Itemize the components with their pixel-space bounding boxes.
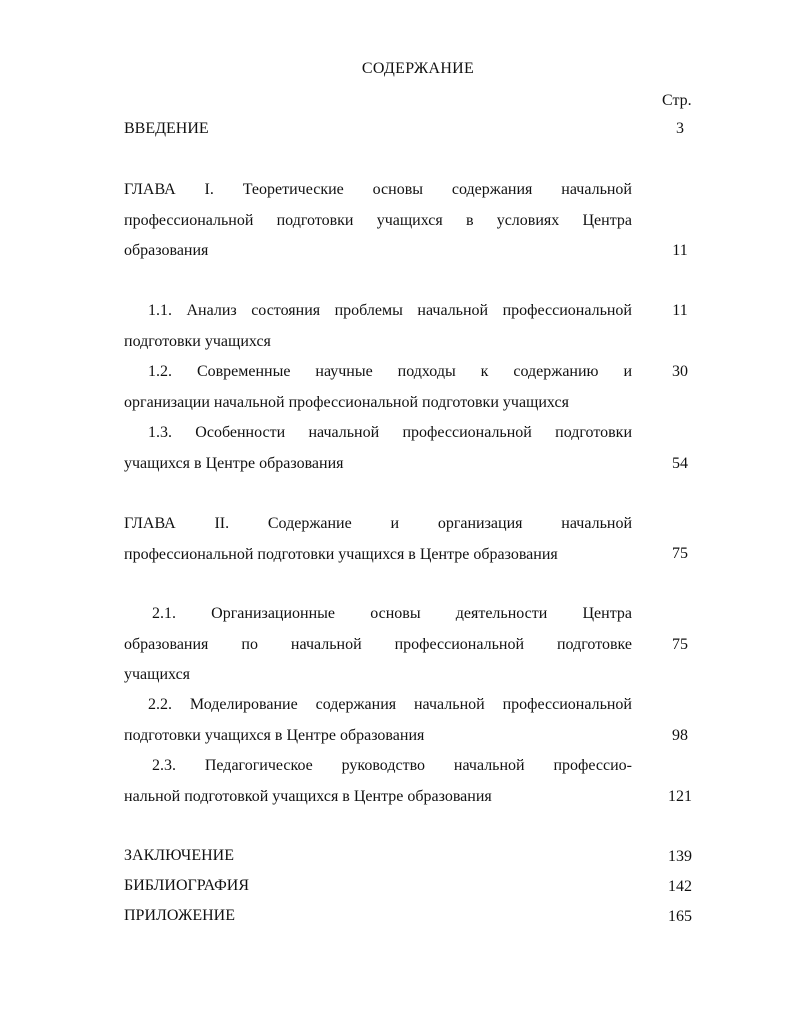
toc-entry-line: БИБЛИОГРАФИЯ — [124, 877, 250, 894]
toc-entry-line: образования по начальной профессиональной подготовке — [124, 635, 632, 653]
toc-entry-line: профессиональной подготовки учащихся в Центре образования — [124, 545, 558, 563]
toc-entry-line: нальной подготовкой учащихся в Центре образования — [124, 787, 492, 805]
toc-page-number: 98 — [672, 727, 688, 744]
toc-entry-line: подготовки учащихся — [124, 332, 271, 350]
toc-entry-line: ГЛАВА I. Теоретические основы содержания начальной — [124, 181, 632, 198]
toc-entry-line: организации начальной профессиональной подготовки учащихся — [124, 393, 569, 411]
toc-entry-line: образования — [124, 242, 209, 259]
toc-entry-introduction — [124, 114, 632, 145]
toc-page-number: 165 — [668, 908, 692, 925]
toc-entry-bibliography — [124, 871, 632, 902]
toc-page-number: 11 — [672, 302, 688, 319]
toc-entry-line: подготовки учащихся в Центре образования — [124, 726, 425, 744]
toc-entry-line: учащихся — [124, 666, 191, 683]
toc-page-number: 30 — [672, 363, 688, 380]
toc-entry-line: 2.1. Организационные основы деятельности Центра — [152, 605, 632, 622]
toc-entry-section-1-2 — [124, 357, 632, 418]
toc-page-number: 54 — [672, 455, 688, 472]
pages-column-header: Стр. — [662, 92, 692, 109]
toc-page-number: 3 — [676, 120, 684, 137]
toc-page-number: 11 — [672, 242, 688, 259]
toc-entry-line: 2.3. Педагогическое руководство начальной профессио- — [152, 757, 632, 774]
toc-entry-line: ВВЕДЕНИЕ — [124, 120, 209, 137]
toc-page-number: 75 — [672, 636, 688, 653]
toc-entry-section-2-2 — [124, 690, 632, 751]
toc-entry-section-1-1 — [124, 296, 632, 357]
toc-page-number: 139 — [668, 848, 692, 865]
toc-entry-line: 1.3. Особенности начальной профессиональной подготовки — [148, 424, 632, 441]
toc-page-number: 75 — [672, 545, 688, 562]
toc-entry-line: 1.1. Анализ состояния проблемы начальной профессиональной — [148, 302, 632, 319]
toc-entry-section-2-1 — [124, 599, 632, 691]
toc-entry-conclusion — [124, 841, 632, 872]
toc-entry-chapter-1 — [124, 175, 632, 267]
toc-entry-line: учащихся в Центре образования — [124, 454, 344, 472]
toc-entry-line: ГЛАВА II. Содержание и организация начальной — [124, 515, 632, 532]
toc-page-number: 121 — [668, 788, 692, 805]
toc-entry-chapter-2 — [124, 509, 632, 570]
page-title: СОДЕРЖАНИЕ — [361, 60, 475, 77]
toc-page-number: 142 — [668, 878, 692, 895]
toc-entry-section-2-3 — [124, 751, 632, 812]
toc-entry-line: 2.2. Моделирование содержания начальной профессиональной — [148, 696, 632, 713]
toc-entry-appendix — [124, 901, 632, 932]
toc-entry-line: 1.2. Современные научные подходы к содержанию и — [148, 363, 632, 380]
toc-entry-section-1-3 — [124, 418, 632, 479]
toc-entry-line: профессиональной подготовки учащихся в условиях Центра — [124, 211, 632, 229]
toc-entry-line: ЗАКЛЮЧЕНИЕ — [124, 847, 234, 864]
toc-entry-line: ПРИЛОЖЕНИЕ — [124, 907, 236, 924]
